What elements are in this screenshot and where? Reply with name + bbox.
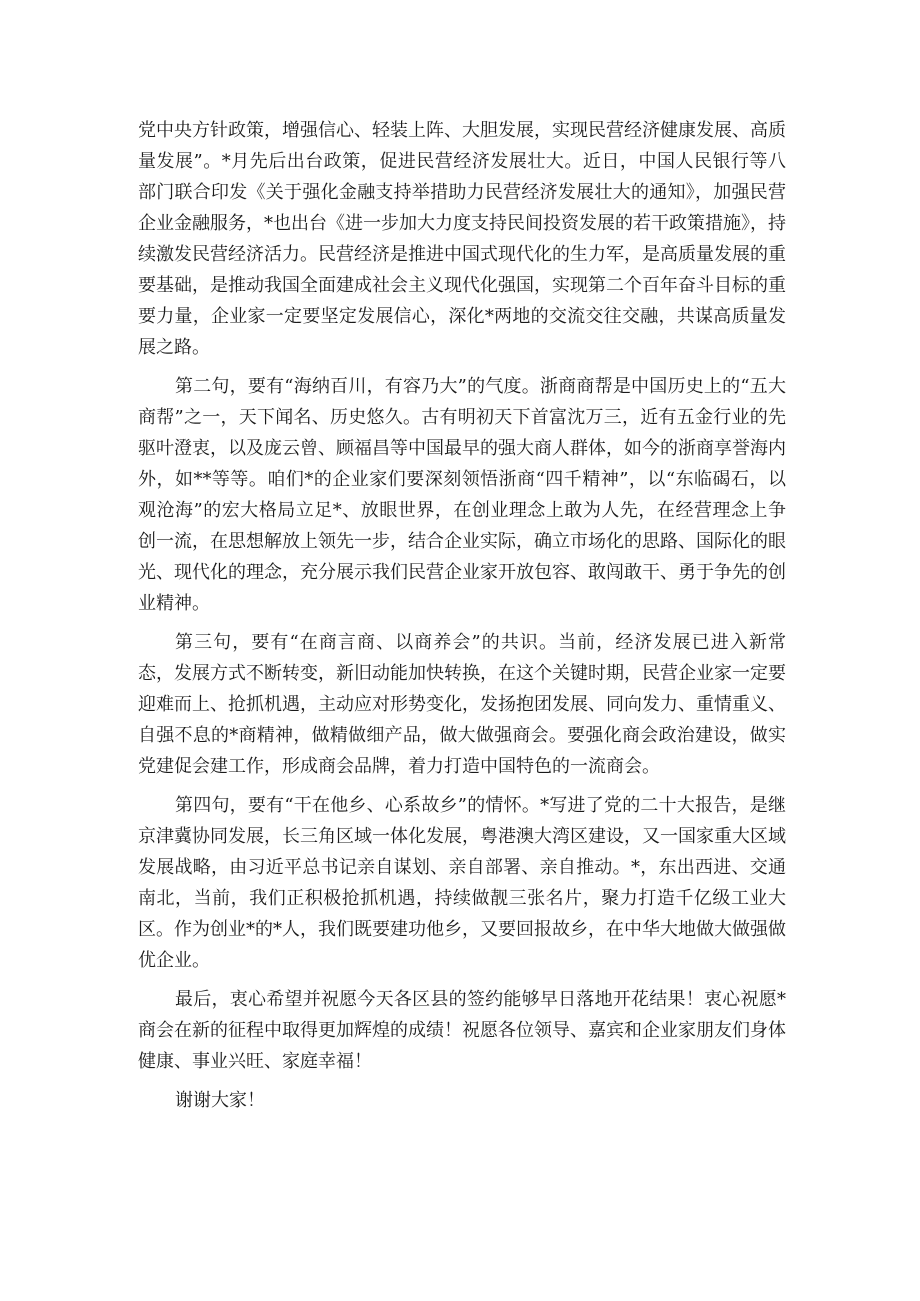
paragraph-final-wishes: 最后，衷心希望并祝愿今天各区县的签约能够早日落地开花结果！衷心祝愿*商会在新的征程中取得更加辉煌的成绩！祝愿各位领导、嘉宾和企业家朋友们身体健康、事业兴旺、家庭幸福！ (138, 989, 786, 1072)
paragraph-policy-support: 党中央方针政策，增强信心、轻装上阵、大胆发展，实现民营经济健康发展、高质量发展”。*月先后出台政策，促进民营经济发展壮大。近日，中国人民银行等八部门联合印发《关于强化金融支持举措助力民营经济发展壮大的通知》，加强民营企业金融服务，*也出台《进一步加大力度支持民间投资发展的若干政策措施》，持续激发民营经济活力。民营经济是推进中国式现代化的生力军，是高质量发展的重要基础，是推动我国全面建成社会主义现代化强国，实现第二个百年奋斗目标的重要力量，企业家一定要坚定发展信心，深化*两地的交流交往交融，共谋高质量发展之路。 (138, 120, 786, 358)
closing-thanks: 谢谢大家！ (175, 1090, 265, 1111)
paragraph-fourth-point: 第四句，要有“干在他乡、心系故乡”的情怀。*写进了党的二十大报告，是继京津冀协同发展，长三角区域一体化发展，粤港澳大湾区建设，又一国家重大区域发展战略，由习近平总书记亲自谋划、亲自部署、亲自推动。*，东出西进、交通南北，当前，我们正积极抢抓机遇，持续做靓三张名片，聚力打造千亿级工业大区。作为创业*的*人，我们既要建功他乡，又要回报故乡，在中华大地做大做强做优企业。 (138, 795, 786, 971)
paragraph-third-point: 第三句，要有“在商言商、以商养会”的共识。当前，经济发展已进入新常态，发展方式不断转变，新旧动能加快转换，在这个关键时期，民营企业家一定要迎难而上、抢抓机遇，主动应对形势变化，发扬抱团发展、同向发力、重情重义、自强不息的*商精神，做精做细产品，做大做强商会。要强化商会政治建设，做实党建促会建工作，形成商会品牌，着力打造中国特色的一流商会。 (138, 632, 786, 777)
document-body (138, 115, 786, 1116)
paragraph-second-point: 第二句，要有“海纳百川，有容乃大”的气度。浙商商帮是中国历史上的“五大商帮”之一，天下闻名、历史悠久。古有明初天下首富沈万三，近有五金行业的先驱叶澄衷，以及庞云曾、顾福昌等中国最早的强大商人群体，如今的浙商享誉海内外，如**等等。咱们*的企业家们要深刻领悟浙商“四千精神”，以“东临碣石，以观沧海”的宏大格局立足*、放眼世界，在创业理念上敢为人先，在经营理念上争创一流，在思想解放上领先一步，结合企业实际，确立市场化的思路、国际化的眼光、现代化的理念，充分展示我们民营企业家开放包容、敢闯敢干、勇于争先的创业精神。 (138, 376, 786, 614)
